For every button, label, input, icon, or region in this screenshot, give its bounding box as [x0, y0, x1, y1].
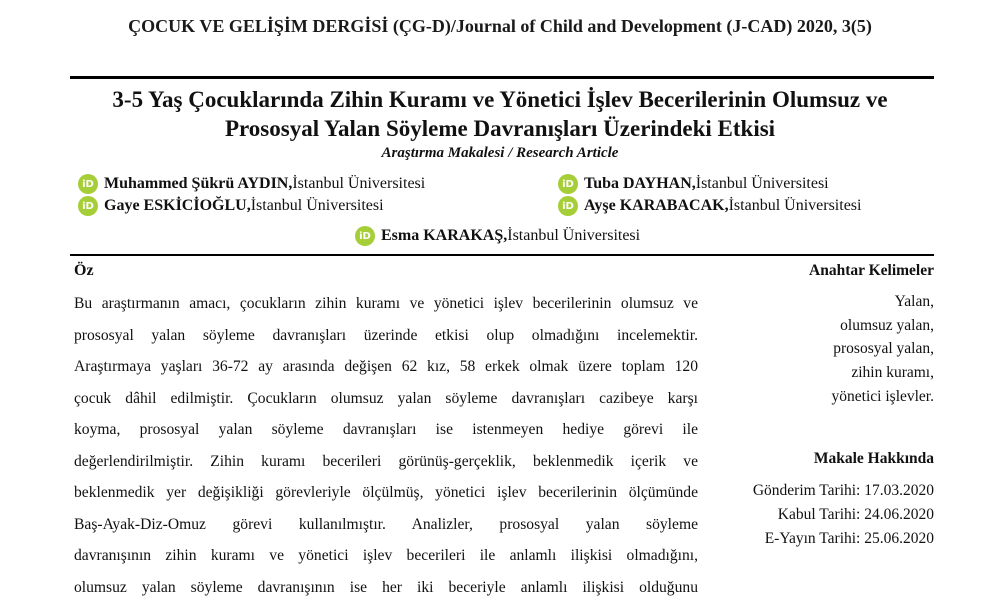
keywords-heading: Anahtar Kelimeler — [809, 262, 934, 280]
abstract-body — [74, 288, 698, 603]
top-rule — [70, 76, 934, 79]
author-affiliation: İstanbul Üniversitesi — [729, 197, 862, 215]
title-line-1: 3-5 Yaş Çocuklarında Zihin Kuramı ve Yönetici İşlev Becerilerinin Olumsuz ve — [60, 85, 940, 114]
section-rule — [70, 254, 934, 256]
abstract-line: davranışının zihin kuramı ve yönetici işlev becerileri ile anlamlı ilişkisi olmadığını, — [74, 540, 698, 572]
abstract-line: koyma, prososyal yalan söyleme davranışları ise istenmeyen hediye görevi ile — [74, 414, 698, 446]
orcid-icon[interactable]: iD — [558, 174, 578, 194]
keyword-item: yönetici işlevler. — [832, 385, 934, 409]
author-affiliation: İstanbul Üniversitesi — [251, 197, 384, 215]
author-aydin — [78, 174, 425, 194]
author-name: Tuba DAYHAN, — [584, 175, 696, 193]
orcid-icon[interactable]: iD — [78, 196, 98, 216]
epub-date: E-Yayın Tarihi: 25.06.2020 — [753, 527, 934, 551]
orcid-icon[interactable]: iD — [78, 174, 98, 194]
article-type: Araştırma Makalesi / Research Article — [0, 145, 1000, 162]
author-karakas — [355, 226, 640, 246]
about-heading: Makale Hakkında — [814, 450, 934, 468]
abstract-line: prososyal yalan söyleme davranışları üzerinde etkisi olup olmadığını incelemektir. — [74, 320, 698, 352]
abstract-line: Bu araştırmanın amacı, çocukların zihin kuramı ve yönetici işlev becerilerinin olumsuz ve — [74, 288, 698, 320]
author-affiliation: İstanbul Üniversitesi — [696, 175, 829, 193]
abstract-line: değerlendirilmiştir. Zihin kuramı becerileri görünüş-gerçeklik, beklenmedik içerik ve — [74, 446, 698, 478]
orcid-icon[interactable]: iD — [355, 226, 375, 246]
abstract-line: Araştırmaya yaşları 36-72 ay arasında değişen 62 kız, 58 erkek olmak üzere toplam 120 — [74, 351, 698, 383]
author-name: Gaye ESKİCİOĞLU, — [104, 197, 251, 215]
about-dates — [753, 479, 934, 551]
author-name: Muhammed Şükrü AYDIN, — [104, 175, 292, 193]
keyword-item: olumsuz yalan, — [832, 314, 934, 338]
author-karabacak — [558, 196, 861, 216]
abstract-line: çocuk dâhil edilmiştir. Çocukların olumsuz yalan söyleme davranışları cazibeye karşı — [74, 383, 698, 415]
author-affiliation: İstanbul Üniversitesi — [292, 175, 425, 193]
author-dayhan — [558, 174, 829, 194]
author-name: Ayşe KARABACAK, — [584, 197, 729, 215]
abstract-heading: Öz — [74, 262, 94, 280]
acceptance-date: Kabul Tarihi: 24.06.2020 — [753, 503, 934, 527]
orcid-icon[interactable]: iD — [558, 196, 578, 216]
author-name: Esma KARAKAŞ, — [381, 227, 507, 245]
title-line-2: Prososyal Yalan Söyleme Davranışları Üzerindeki Etkisi — [60, 114, 940, 143]
abstract-line: olumsuz yalan söyleme davranışının ise her iki beceriyle anlamlı ilişkisi olduğunu — [74, 572, 698, 603]
keyword-item: zihin kuramı, — [832, 361, 934, 385]
keyword-item: prososyal yalan, — [832, 337, 934, 361]
keyword-item: Yalan, — [832, 290, 934, 314]
submission-date: Gönderim Tarihi: 17.03.2020 — [753, 479, 934, 503]
author-affiliation: İstanbul Üniversitesi — [507, 227, 640, 245]
keywords-list — [832, 290, 934, 409]
abstract-line: beklenmedik yer değişikliği görevleriyle ölçülmüş, yönetici işlev becerilerinin ölçümünde — [74, 477, 698, 509]
abstract-line: Baş-Ayak-Diz-Omuz görevi kullanılmıştır. Analizler, prososyal yalan söyleme — [74, 509, 698, 541]
author-eskicioglu — [78, 196, 384, 216]
article-title — [60, 85, 940, 143]
journal-header: ÇOCUK VE GELİŞİM DERGİSİ (ÇG-D)/Journal of Child and Development (J-CAD) 2020, 3(5) — [0, 16, 1000, 37]
